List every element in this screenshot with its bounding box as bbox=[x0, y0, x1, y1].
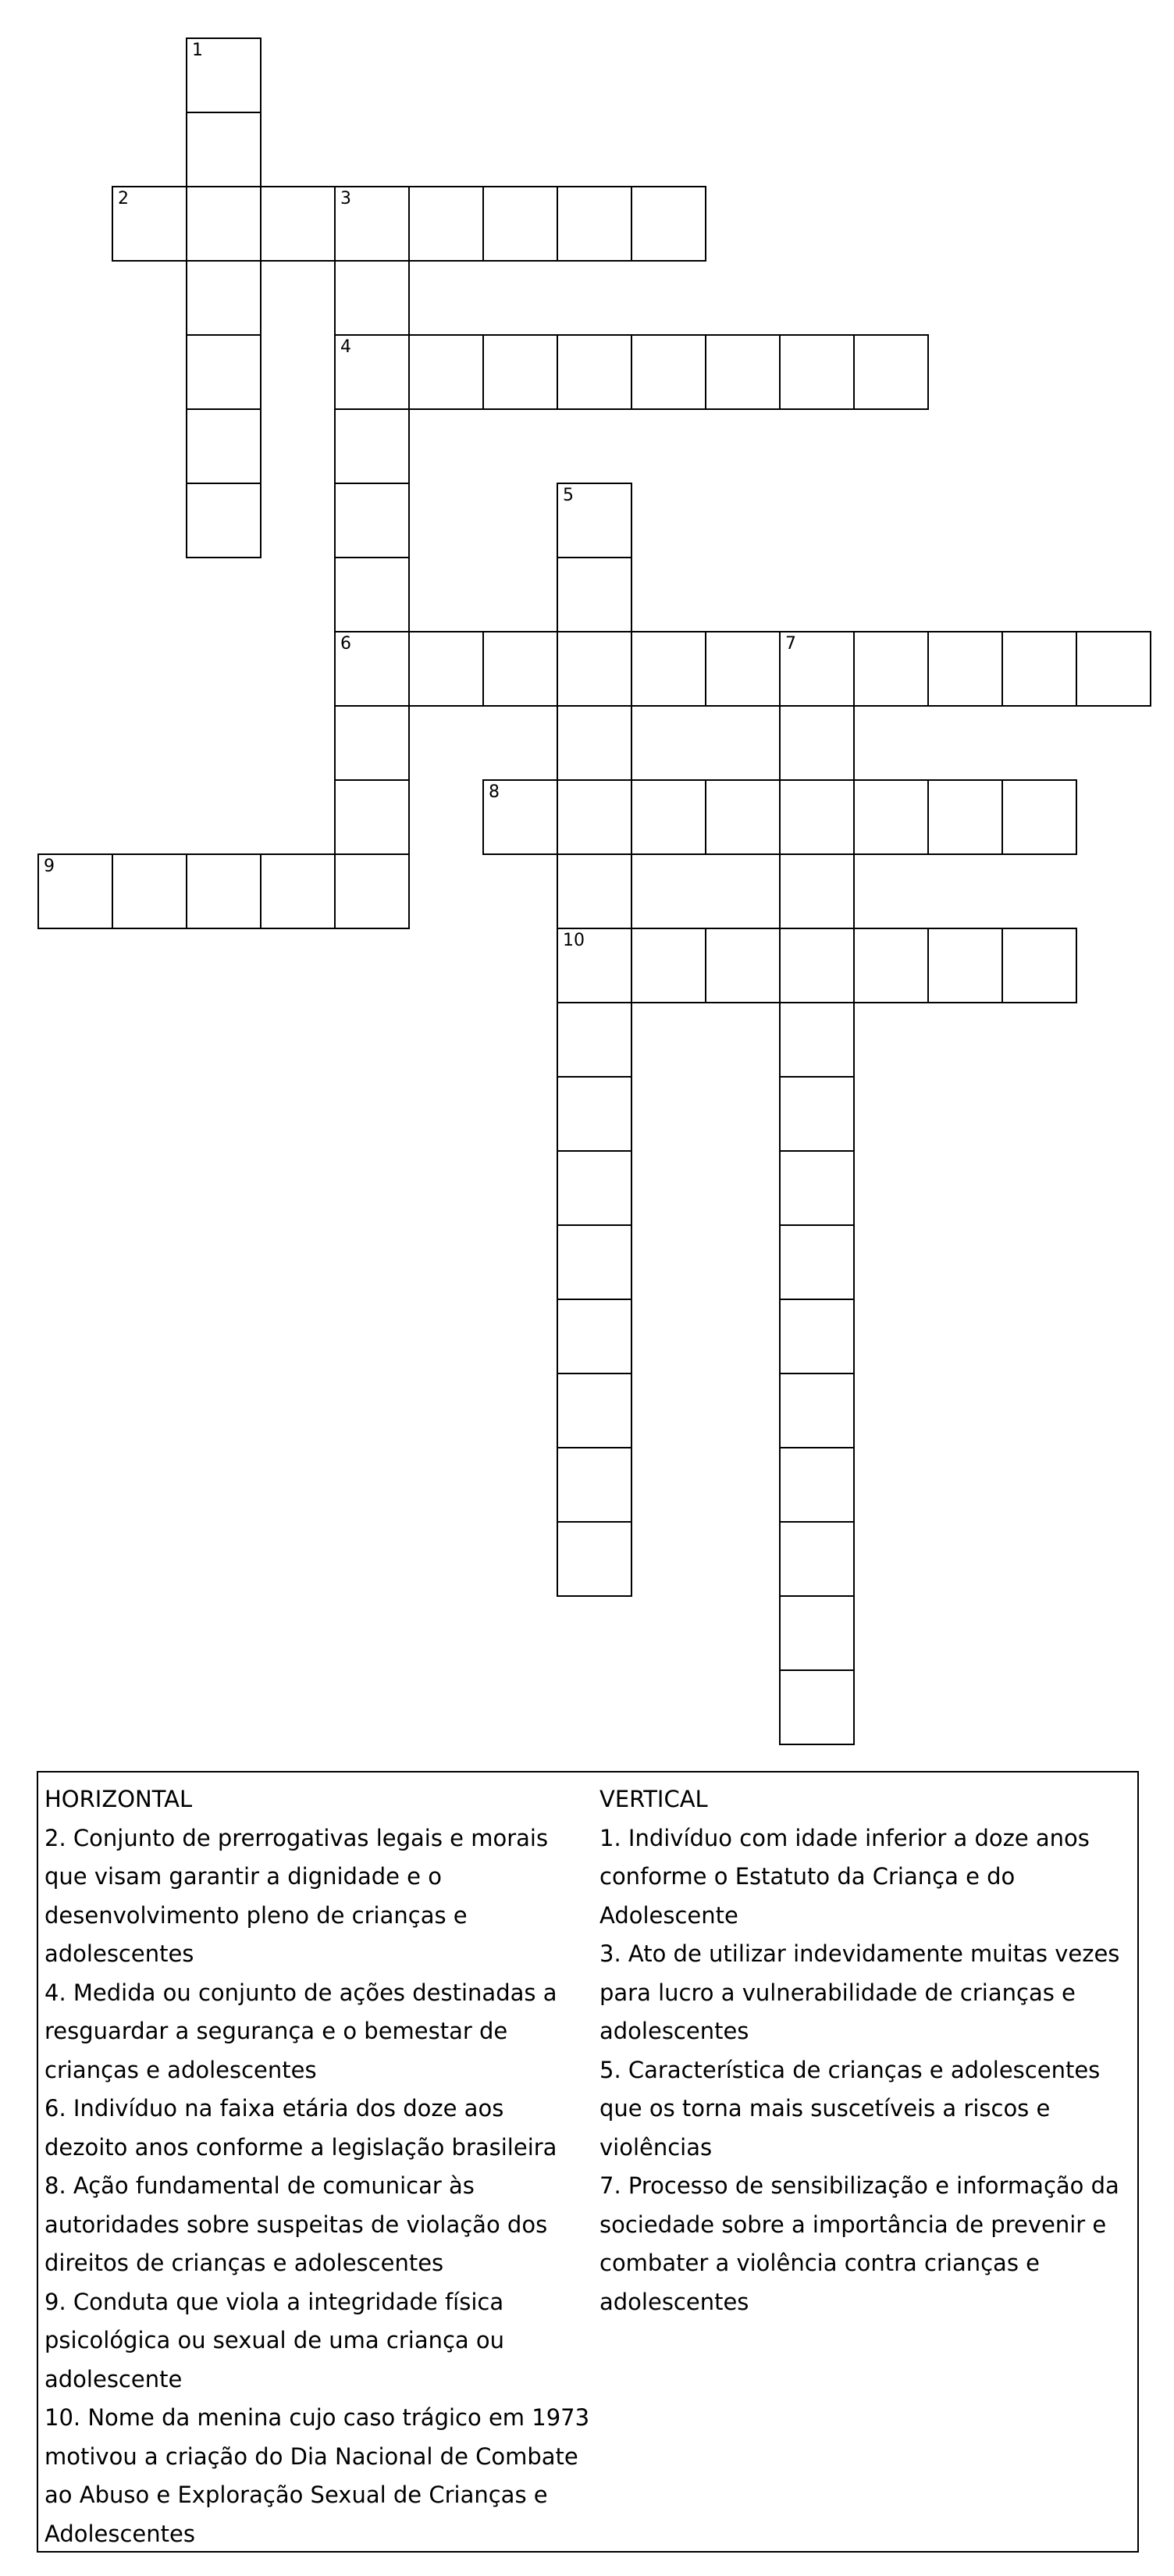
crossword-cell[interactable] bbox=[186, 186, 261, 262]
crossword-cell[interactable] bbox=[779, 1150, 855, 1226]
crossword-cell[interactable] bbox=[482, 186, 558, 262]
crossword-cell[interactable] bbox=[334, 853, 410, 929]
crossword-cell[interactable] bbox=[186, 483, 261, 558]
crossword-cell[interactable] bbox=[112, 853, 187, 929]
crossword-cell[interactable] bbox=[260, 853, 336, 929]
crossword-cell[interactable] bbox=[779, 705, 855, 781]
crossword-cell[interactable] bbox=[779, 928, 855, 1003]
clue-number: 1 bbox=[192, 41, 203, 60]
crossword-cell[interactable] bbox=[557, 1150, 632, 1226]
crossword-cell[interactable] bbox=[557, 1521, 632, 1597]
horizontal-heading: HORIZONTAL bbox=[44, 1786, 193, 1812]
clue-number: 3 bbox=[340, 189, 351, 208]
clue-vertical-1: 1. Indivíduo com idade inferior a doze anos conforme o Estatuto da Criança e do Adolescente bbox=[599, 1824, 1090, 1929]
crossword-cell[interactable] bbox=[186, 853, 261, 929]
crossword-cell[interactable] bbox=[557, 1373, 632, 1448]
clue-horizontal-8: 8. Ação fundamental de comunicar às autoridades sobre suspeitas de violação dos direitos de crianças e adolescentes bbox=[44, 2172, 548, 2276]
clues-box bbox=[37, 1771, 1139, 2553]
crossword-cell[interactable] bbox=[186, 260, 261, 336]
crossword-cell[interactable] bbox=[853, 334, 929, 410]
clue-horizontal-2: 2. Conjunto de prerrogativas legais e morais que visam garantir a dignidade e o desenvolvimento pleno de crianças e adolescentes bbox=[44, 1824, 549, 1967]
horizontal-clues bbox=[44, 1780, 591, 2553]
crossword-cell[interactable] bbox=[408, 186, 484, 262]
crossword-cell[interactable] bbox=[334, 334, 410, 410]
crossword-cell[interactable] bbox=[779, 631, 855, 707]
crossword-cell[interactable] bbox=[482, 631, 558, 707]
crossword-cell[interactable] bbox=[186, 112, 261, 187]
crossword-cell[interactable] bbox=[186, 408, 261, 484]
clue-number: 10 bbox=[563, 931, 585, 950]
clue-vertical-5: 5. Característica de crianças e adolescentes que os torna mais suscetíveis a riscos e violências bbox=[599, 2056, 1101, 2161]
crossword-cell[interactable] bbox=[927, 928, 1003, 1003]
crossword-cell[interactable] bbox=[334, 186, 410, 262]
crossword-cell[interactable] bbox=[1076, 631, 1151, 707]
crossword-cell[interactable] bbox=[557, 334, 632, 410]
crossword-cell[interactable] bbox=[779, 1299, 855, 1374]
crossword-cell[interactable] bbox=[853, 779, 929, 855]
crossword-cell[interactable] bbox=[1001, 779, 1077, 855]
crossword-cell[interactable] bbox=[334, 779, 410, 855]
crossword-cell[interactable] bbox=[334, 557, 410, 632]
crossword-cell[interactable] bbox=[779, 1521, 855, 1597]
crossword-cell[interactable] bbox=[334, 631, 410, 707]
crossword-cell[interactable] bbox=[557, 1002, 632, 1078]
crossword-cell[interactable] bbox=[779, 1447, 855, 1523]
crossword-cell[interactable] bbox=[482, 779, 558, 855]
crossword-cell[interactable] bbox=[779, 1595, 855, 1671]
crossword-cell[interactable] bbox=[260, 186, 336, 262]
clue-number: 6 bbox=[340, 634, 351, 654]
clue-horizontal-4: 4. Medida ou conjunto de ações destinadas a resguardar a segurança e o bemestar de crianças e adolescentes bbox=[44, 1979, 557, 2083]
crossword-cell[interactable] bbox=[186, 334, 261, 410]
crossword-cell[interactable] bbox=[779, 853, 855, 929]
crossword-cell[interactable] bbox=[927, 779, 1003, 855]
crossword-cell[interactable] bbox=[631, 186, 706, 262]
clue-number: 2 bbox=[118, 189, 129, 208]
crossword-cell[interactable] bbox=[557, 483, 632, 558]
crossword-cell[interactable] bbox=[557, 853, 632, 929]
crossword-cell[interactable] bbox=[631, 779, 706, 855]
clue-vertical-3: 3. Ato de utilizar indevidamente muitas vezes para lucro a vulnerabilidade de crianças e adolescentes bbox=[599, 1940, 1120, 2044]
crossword-cell[interactable] bbox=[557, 1299, 632, 1374]
crossword-cell[interactable] bbox=[482, 334, 558, 410]
crossword-cell[interactable] bbox=[853, 928, 929, 1003]
vertical-heading: VERTICAL bbox=[599, 1786, 708, 1812]
clue-number: 9 bbox=[44, 857, 55, 876]
vertical-clues bbox=[599, 1780, 1138, 2321]
crossword-cell[interactable] bbox=[779, 1373, 855, 1448]
crossword-cell[interactable] bbox=[557, 186, 632, 262]
crossword-cell[interactable] bbox=[334, 483, 410, 558]
crossword-cell[interactable] bbox=[779, 334, 855, 410]
crossword-cell[interactable] bbox=[779, 779, 855, 855]
crossword-cell[interactable] bbox=[853, 631, 929, 707]
crossword-cell[interactable] bbox=[779, 1224, 855, 1300]
clue-horizontal-10: 10. Nome da menina cujo caso trágico em 1973 motivou a criação do Dia Nacional de Combate ao Abuso e Exploração Sexual de Crianças e Adolescentes bbox=[44, 2404, 590, 2547]
crossword-cell[interactable] bbox=[557, 779, 632, 855]
clue-number: 7 bbox=[785, 634, 796, 654]
clue-vertical-7: 7. Processo de sensibilização e informação da sociedade sobre a importância de prevenir e combater a violência contra crianças e adolescentes bbox=[599, 2172, 1119, 2315]
crossword-cell[interactable] bbox=[705, 334, 781, 410]
crossword-cell[interactable] bbox=[112, 186, 187, 262]
crossword-cell[interactable] bbox=[779, 1669, 855, 1745]
crossword-cell[interactable] bbox=[557, 1447, 632, 1523]
crossword-cell[interactable] bbox=[37, 853, 113, 929]
crossword-cell[interactable] bbox=[334, 705, 410, 781]
crossword-cell[interactable] bbox=[186, 37, 261, 113]
crossword-cell[interactable] bbox=[408, 631, 484, 707]
crossword-cell[interactable] bbox=[705, 928, 781, 1003]
crossword-cell[interactable] bbox=[779, 1076, 855, 1152]
crossword-cell[interactable] bbox=[557, 928, 632, 1003]
crossword-cell[interactable] bbox=[631, 334, 706, 410]
crossword-cell[interactable] bbox=[779, 1002, 855, 1078]
clue-horizontal-6: 6. Indivíduo na faixa etária dos doze aos dezoito anos conforme a legislação brasileira bbox=[44, 2095, 557, 2161]
crossword-cell[interactable] bbox=[557, 705, 632, 781]
crossword-cell[interactable] bbox=[334, 408, 410, 484]
crossword-cell[interactable] bbox=[631, 928, 706, 1003]
crossword-cell[interactable] bbox=[557, 557, 632, 632]
crossword-cell[interactable] bbox=[334, 260, 410, 336]
clue-horizontal-9: 9. Conduta que viola a integridade física psicológica ou sexual de uma criança ou adolescente bbox=[44, 2288, 505, 2393]
clue-number: 5 bbox=[563, 486, 574, 505]
crossword-cell[interactable] bbox=[557, 1076, 632, 1152]
crossword-cell[interactable] bbox=[705, 779, 781, 855]
crossword-cell[interactable] bbox=[1001, 928, 1077, 1003]
crossword-cell[interactable] bbox=[557, 1224, 632, 1300]
crossword-cell[interactable] bbox=[927, 631, 1003, 707]
crossword-cell[interactable] bbox=[408, 334, 484, 410]
crossword-cell[interactable] bbox=[705, 631, 781, 707]
crossword-cell[interactable] bbox=[557, 631, 632, 707]
clue-number: 8 bbox=[489, 782, 500, 802]
crossword-cell[interactable] bbox=[631, 631, 706, 707]
clue-number: 4 bbox=[340, 337, 351, 357]
crossword-cell[interactable] bbox=[1001, 631, 1077, 707]
